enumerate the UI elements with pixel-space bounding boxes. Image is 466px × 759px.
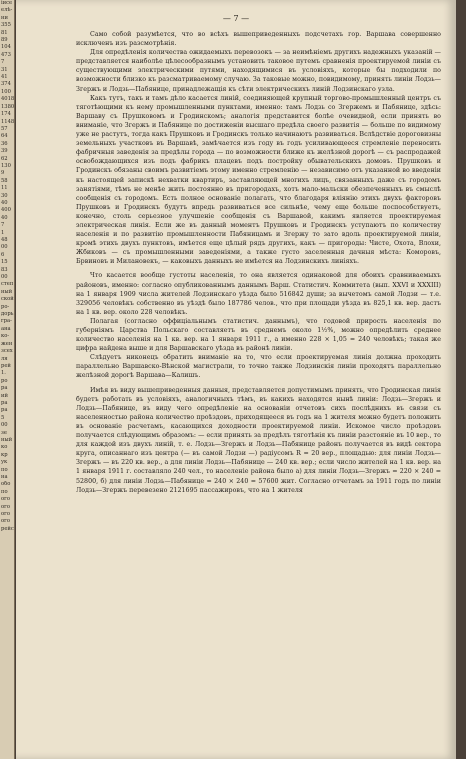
strip-fragment: ого bbox=[1, 518, 10, 525]
strip-fragment: по bbox=[1, 488, 8, 495]
strip-fragment: зе bbox=[1, 429, 7, 436]
paragraph: Слѣдуетъ никонецъ обратить вниманіе на то, что если проектируемая линія должна проходить параллельно Варшавско-Вѣнской магистрали, то точно также Лодзинскія линіи проходятъ параллельно желѣзной дорогѣ Варшава—Калишъ. bbox=[76, 354, 441, 380]
strip-fragment: 36 bbox=[1, 140, 8, 147]
strip-fragment: ра bbox=[1, 399, 8, 406]
strip-fragment: по bbox=[1, 466, 8, 473]
strip-fragment: ко bbox=[1, 444, 8, 451]
strip-fragment: на bbox=[1, 474, 8, 480]
strip-fragment: 39 bbox=[1, 148, 8, 155]
strip-fragment: 00 bbox=[1, 422, 8, 429]
paragraph: Имѣя въ виду вышеприведенныя данныя, представляется допустимымъ принять, что Гродинская линія будетъ работать въ условіяхъ, аналогичныхъ тѣмъ, въ какихъ находятся нынѣ линіи: Лодзь—Згержъ и Лодзь—Пабянице, въ виду чего опредѣленіе на основаніи отчетовъ сихъ послѣднихъ въ связи съ населенностью района количество проѣздовъ, приходящееся въ годъ на 1 жителя можно будетъ положить въ основаніе расчетамъ, касающихся доходности проектируемой линіи. Искомое число проѣздовъ получается слѣдующимъ образомъ: — если принять за предѣлъ тяготѣнія къ линіи разстояніе въ 10 вер., то для каждой изъ двухъ линій, т. е. Лодзь—Згержъ и Лодзь—Пабянице районъ получается въ видѣ сектора круга, описаннаго изъ центра (— въ самой Лодзи —) радіусомъ R = 20 вер., площадью: для линіи Лодзь—Згержъ — въ 220 кв. вер., а для линіи Лодзь—Пабянице — 240 кв. вер.; если число жителей на 1 кв. вер. на 1 января 1911 г. составляло 240 чел., то населеніе района было а) для линіи Лодзь—Згержъ = 220 × 240 = 52800, б) для линіи Лодзь—Пабянице = 240 × 240 = 57600 жит. Согласно отчетамъ за 1911 годъ по линіи Лодзь—Згержъ перевезено 2121695 пассажировъ, что на 1 жителя bbox=[76, 386, 441, 494]
strip-fragment: 64 bbox=[1, 133, 8, 140]
strip-fragment: 58 bbox=[1, 177, 8, 184]
strip-fragment: 1. bbox=[1, 370, 6, 377]
paragraph: Полагая (согласно оффиціальнымъ статистич. даннымъ), что годовой прирость населенія по губерніямъ Царства Польскаго составляетъ въ среднемъ около 1½%, можно опредѣлить среднее количество населенія на 1 кв. вер. на 1 января 1911 г., а именно 228 × 1,05 = 240 человѣкъ; такая же цифра найдена выше и для Варшавскаго уѣзда въ районѣ линіи. bbox=[76, 317, 441, 353]
strip-fragment: 00 bbox=[1, 274, 8, 281]
strip-fragment: гра- bbox=[1, 318, 12, 325]
strip-fragment: ий bbox=[1, 392, 8, 399]
strip-fragment: ской bbox=[1, 296, 14, 303]
strip-fragment: 57 bbox=[1, 125, 8, 132]
strip-fragment: 83 bbox=[1, 266, 8, 273]
strip-fragment: ни bbox=[1, 14, 8, 21]
strip-fragment: 473 bbox=[1, 51, 11, 58]
strip-fragment: ого bbox=[1, 496, 10, 503]
strip-fragment: 41 bbox=[1, 74, 8, 81]
strip-fragment: 4018 bbox=[1, 96, 14, 103]
strip-fragment: ный bbox=[1, 288, 13, 295]
strip-fragment: 62 bbox=[1, 155, 8, 162]
paragraph: Какъ тутъ, такъ и тамъ дѣло касается линій, соединяющей крупный торгово-промышленный центръ съ тяготѣющими къ нему промышленными пунктами, именно: тамъ Лодзь со Згержемъ и Пабянице, здѣсь: Варшаву съ Прушковомъ и Гродинскомъ; аналогія представится болѣе очевидной, если принять во вниманіе, что Згержъ и Пабянице по достиженіи высшаго предѣла своего развитія — больше по видимому уже не растутъ, тогда какъ Прушковъ и Гродинскъ только начинаютъ развиваться. Вслѣдствіе дороговизны земельныхъ участковъ въ Варшавѣ, замѣчается изъ году въ годъ усиливающееся стремленіе переносить фабричныя заведенія за предѣлы города — по возможности ближе къ желѣзной дорогѣ — съ распродажей освобождающихся изъ подъ фабрикъ плацевъ подъ постройку обывательскихъ домовъ. Прушковъ и Гродинскъ обязаны своимъ развитіемъ этому именно стремленію — независимо отъ указанной во введеніи къ настоящей запискѣ нехватки квартиръ, заставляющей многихъ лицъ, связанныхъ даже съ городомъ занятіями, тѣмъ не менѣе жить постоянно въ пригородахъ, хотъ мало-мальски обезпеченныхъ въ смыслѣ сообщенія съ городомъ. Есть полное основаніе полагать, что благодаря вліянію этихъ двухъ факторовъ Прушковъ и Гродинскъ будутъ впредь развиваться все сильнѣе, чему еще больше поспособствуетъ, конечно, столь серьезное улучшеніе сообщенія съ Варшавой, какимъ является проектируемая электрическая линія. Если же въ данный моментъ Прушковъ и Гродинскъ уступаютъ по количеству населенія и по развитію промышленности Пабяницамъ и Згержу то зато вдоль проектируемой линіи, кромѣ этихъ двухъ пунктовъ, имѣется еще цѣлый рядъ другихъ, какъ — пригороды: Чисте, Охота, Влохи, Жбиковъ — съ промышленными заведеніями, а также густо заселенныя дачныя мѣста: Коморовъ, Брвиновъ и Милановекъ, — каковыхъ данныхъ не имѣется на Лодзинскихъ линіяхъ. bbox=[76, 94, 441, 266]
strip-fragment: 7 bbox=[1, 222, 5, 229]
strip-fragment: дорь bbox=[1, 311, 14, 318]
strip-fragment: ук bbox=[1, 459, 8, 466]
strip-fragment: 00 bbox=[1, 244, 8, 251]
strip-fragment: 6 bbox=[1, 251, 5, 258]
strip-fragment: 130 bbox=[1, 162, 11, 169]
strip-fragment: кр bbox=[1, 451, 8, 458]
strip-fragment: іисе bbox=[1, 0, 13, 6]
strip-fragment: 7 bbox=[1, 59, 5, 66]
strip-fragment: 89 bbox=[1, 37, 8, 44]
strip-fragment: жен bbox=[1, 340, 13, 347]
strip-fragment: ко- bbox=[1, 333, 10, 340]
strip-fragment: 31 bbox=[1, 66, 8, 73]
strip-fragment: 1 bbox=[1, 229, 5, 236]
strip-fragment: ана bbox=[1, 325, 11, 332]
strip-fragment: зсех bbox=[1, 348, 13, 355]
strip-fragment: 355 bbox=[1, 22, 11, 29]
strip-fragment: елѣ- bbox=[1, 7, 13, 14]
strip-fragment: ого bbox=[1, 511, 10, 518]
paragraph: Для опредѣленія количества ожидаемыхъ перевозокъ — за неимѣніемъ другихъ надежныхъ указаній — представляется наиболѣе цѣлесообразнымъ установить таковое путемъ сравненія проектируемой линіи съ существующими электрическими путями, находящимися въ условіяхъ, которые бы подходили по возможности близко къ разсматриваемому случаю. За таковые можно, повидимому, принять линіи Лодзь—Згержъ и Лодзь—Пабянице, принадлежащія къ сѣти электрическихъ линій Лодзинскаго узла. bbox=[76, 49, 441, 93]
strip-fragment: степ bbox=[1, 281, 14, 288]
strip-fragment: ро- bbox=[1, 303, 10, 310]
strip-fragment: 5 bbox=[1, 414, 5, 421]
strip-fragment: 1148 bbox=[1, 118, 14, 125]
adjacent-page-edge bbox=[0, 0, 15, 759]
strip-fragment: 174 bbox=[1, 111, 11, 118]
strip-fragment: 30 bbox=[1, 192, 8, 199]
strip-fragment: рей bbox=[1, 362, 11, 369]
strip-fragment: ля bbox=[1, 355, 8, 362]
strip-fragment: рейс bbox=[1, 525, 14, 532]
strip-fragment: ого bbox=[1, 503, 10, 510]
paragraph: Что касается вообще густоты населенія, то она является одинаковой для обоихъ сравниваемыхъ районовъ, именно: согласно опубликованнымъ даннымъ Варш. Статистич. Коммитета (вып. XXVI и XXXIII) на 1 января 1909 числа жителей Лодзинскаго уѣзда было 516842 души; за вычетомъ самой Лодзи — т.е. 329056 человѣкъ собственно въ уѣздѣ было 187786 челов., что при площади уѣзда въ 825,1 кв. вер. дастъ на 1 кв. вер. около 228 человѣкъ. bbox=[76, 272, 441, 316]
strip-fragment: ный bbox=[1, 436, 13, 443]
strip-fragment: ра bbox=[1, 407, 8, 414]
strip-fragment: ра bbox=[1, 385, 8, 392]
strip-fragment: 374 bbox=[1, 81, 11, 88]
strip-fragment: 11 bbox=[1, 185, 8, 192]
strip-fragment: 15 bbox=[1, 259, 8, 266]
page-number: — 7 — bbox=[222, 14, 250, 23]
page-body bbox=[76, 30, 441, 495]
strip-fragment: 104 bbox=[1, 44, 11, 51]
strip-fragment: 48 bbox=[1, 237, 8, 243]
strip-fragment: 1380 bbox=[1, 103, 14, 110]
strip-fragment: ро bbox=[1, 377, 8, 384]
book-page bbox=[16, 0, 456, 759]
strip-fragment: 400 bbox=[1, 207, 11, 214]
strip-fragment: 9 bbox=[1, 170, 5, 177]
strip-fragment: обо bbox=[1, 481, 11, 488]
strip-fragment: 100 bbox=[1, 88, 11, 95]
strip-fragment: 81 bbox=[1, 29, 8, 36]
paragraph: Само собой разумѣется, что во всѣхъ вышеприведенныхъ подсчетахъ гор. Варшава совершенно исключенъ изъ разсмотрѣнія. bbox=[76, 31, 441, 48]
strip-fragment: 40 bbox=[1, 214, 8, 221]
strip-fragment: 40 bbox=[1, 199, 8, 206]
